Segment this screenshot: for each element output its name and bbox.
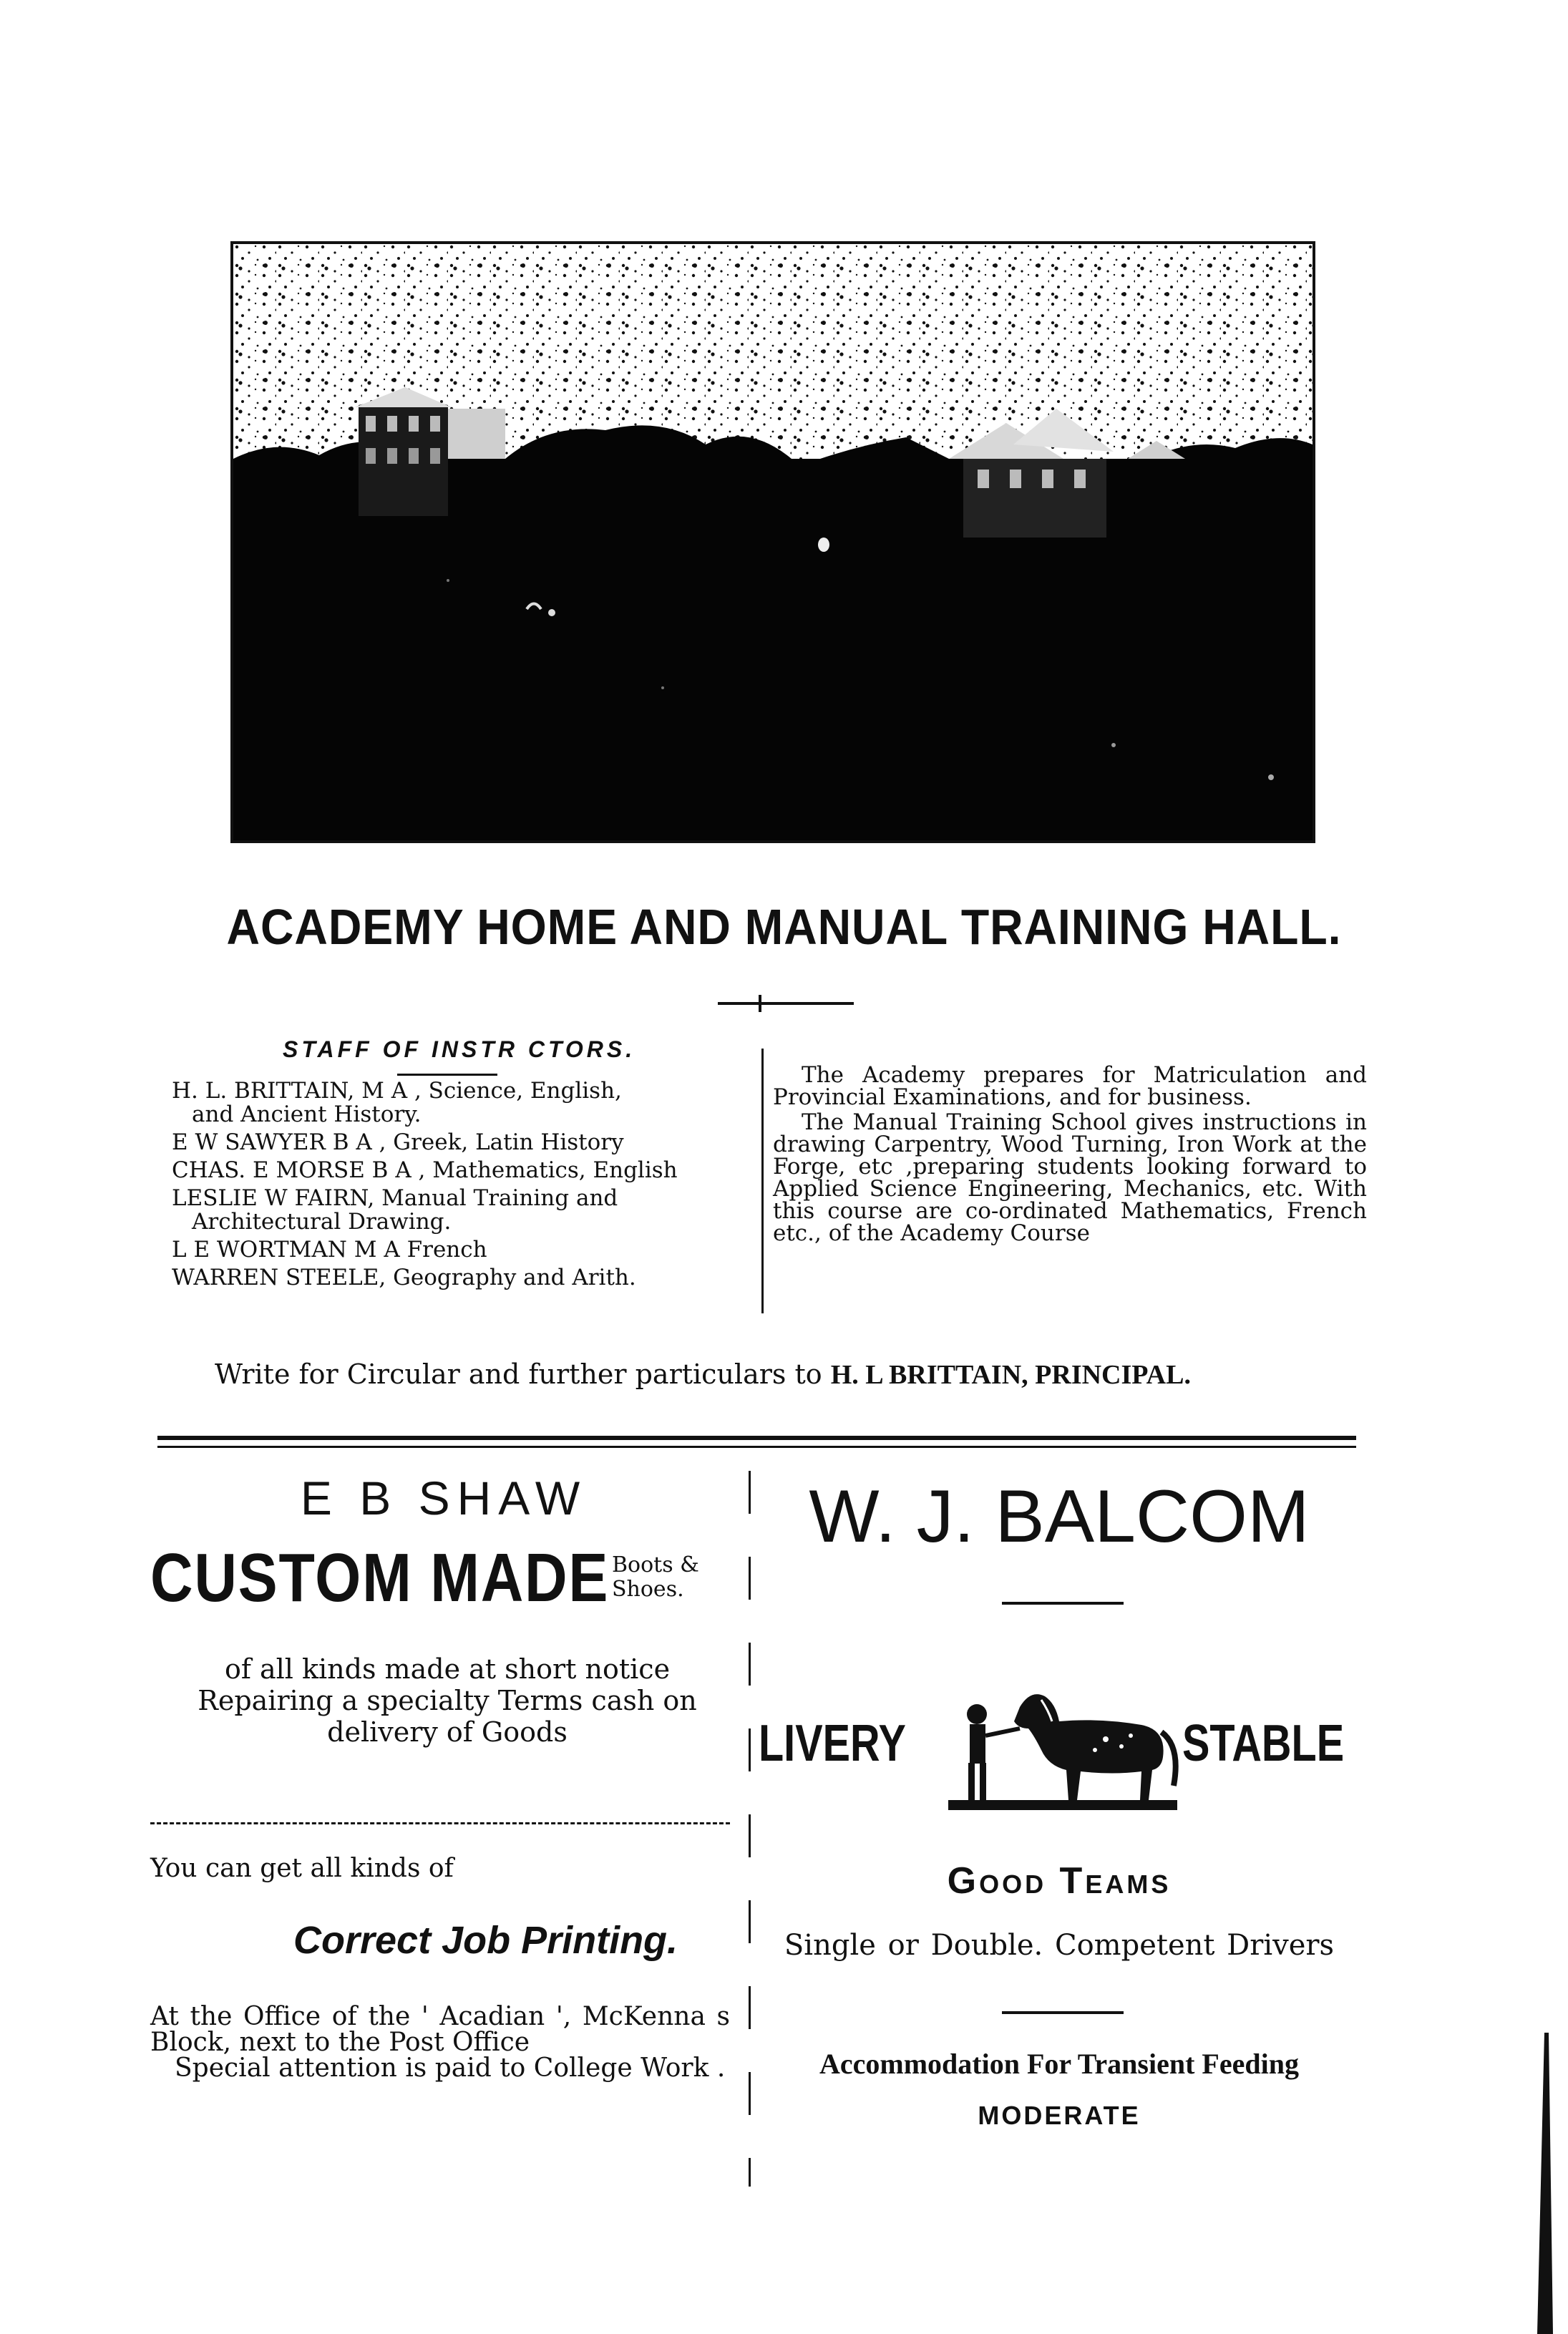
shaw-ad-description xyxy=(150,1653,744,1748)
moderate-label: MODERATE xyxy=(978,2101,1141,2130)
balcom-rule xyxy=(1002,1602,1124,1605)
stable-heading: STABLE xyxy=(1182,1715,1345,1772)
balcom-ad-name: W. J. BALCOM xyxy=(809,1475,1310,1558)
staff-member xyxy=(172,1159,748,1182)
staff-member xyxy=(172,1131,748,1154)
staff-member-line: E W SAWYER B A , Greek, Latin History xyxy=(172,1129,624,1155)
page-edge-shadow xyxy=(1524,2033,1560,2334)
custom-made-heading: CUSTOM MADE xyxy=(150,1540,610,1616)
staff-member xyxy=(172,1187,748,1234)
drivers-line: Single or Double. Competent Drivers xyxy=(784,1929,1335,1962)
shaw-ad-name: E B SHAW xyxy=(300,1472,588,1525)
staff-heading: STAFF OF INSTR CTORS. xyxy=(283,1036,636,1062)
office-location: At the Office of the ' Acadian ', McKenna s Block, next to the Post Office xyxy=(150,2002,730,2057)
ornament-tick xyxy=(759,995,761,1012)
boots-shoes-label xyxy=(612,1553,755,1602)
academy-description xyxy=(773,1064,1367,1248)
shaw-desc-line: of all kinds made at short notice xyxy=(224,1653,671,1685)
ornament-rule xyxy=(718,1002,854,1005)
staff-member xyxy=(172,1266,748,1290)
academy-paragraph: The Manual Training School gives instructions in drawing Carpentry, Wood Turning, Iron Work at the Forge, etc ,preparing students looking forward to Applied Science Engineering, Mechanics, etc. With this course are co-ordinated Mathematics, French etc., of the Academy Course xyxy=(773,1109,1367,1246)
staff-heading-rule xyxy=(397,1074,497,1076)
office-note: Special attention is paid to College Work . xyxy=(175,2053,726,2083)
staff-member-continuation: and Ancient History. xyxy=(192,1102,422,1127)
staff-member-line: LESLIE W FAIRN, Manual Training and xyxy=(172,1185,618,1211)
livery-heading: LIVERY xyxy=(759,1715,906,1772)
printing-intro: You can get all kinds of xyxy=(150,1854,454,1883)
academy-photo xyxy=(230,241,1315,843)
shaw-office-text xyxy=(150,2004,730,2081)
staff-member-line: WARREN STEELE, Geography and Arith. xyxy=(172,1265,636,1290)
accommodation-line: Accommodation For Transient Feeding xyxy=(819,2048,1299,2080)
page-headline: ACADEMY HOME AND MANUAL TRAINING HALL. xyxy=(226,899,1342,955)
shaw-desc-line: delivery of Goods xyxy=(327,1716,568,1748)
academy-paragraph: The Academy prepares for Matriculation and Provincial Examinations, and for business. xyxy=(773,1062,1367,1110)
balcom-rule xyxy=(1002,2011,1124,2014)
staff-member-continuation: Architectural Drawing. xyxy=(192,1209,452,1235)
column-divider xyxy=(761,1049,764,1313)
principal-name: H. L BRITTAIN, PRINCIPAL. xyxy=(830,1360,1191,1390)
ads-column-divider xyxy=(749,1471,751,2187)
staff-member-line: L E WORTMAN M A French xyxy=(172,1237,487,1263)
double-rule-thin xyxy=(157,1446,1356,1448)
staff-member-line: CHAS. E MORSE B A , Mathematics, English xyxy=(172,1157,678,1183)
good-teams-heading: Good Teams xyxy=(947,1860,1172,1902)
staff-member xyxy=(172,1079,748,1127)
staff-member-line: H. L. BRITTAIN, M A , Science, English, xyxy=(172,1078,622,1104)
shaw-dashed-rule xyxy=(150,1822,730,1824)
staff-list xyxy=(172,1079,748,1294)
shoes-label: Shoes. xyxy=(612,1577,684,1602)
contact-line xyxy=(215,1358,1431,1391)
boots-label: Boots & xyxy=(612,1552,699,1577)
double-rule-thick xyxy=(157,1436,1356,1440)
job-printing-heading: Correct Job Printing. xyxy=(293,1919,678,1962)
contact-text: Write for Circular and further particulars to xyxy=(215,1358,822,1390)
staff-member xyxy=(172,1238,748,1262)
academy-photo-illustration xyxy=(233,244,1313,840)
shaw-desc-line: Repairing a specialty Terms cash on xyxy=(198,1685,697,1716)
horse-icon xyxy=(934,1678,1184,1814)
